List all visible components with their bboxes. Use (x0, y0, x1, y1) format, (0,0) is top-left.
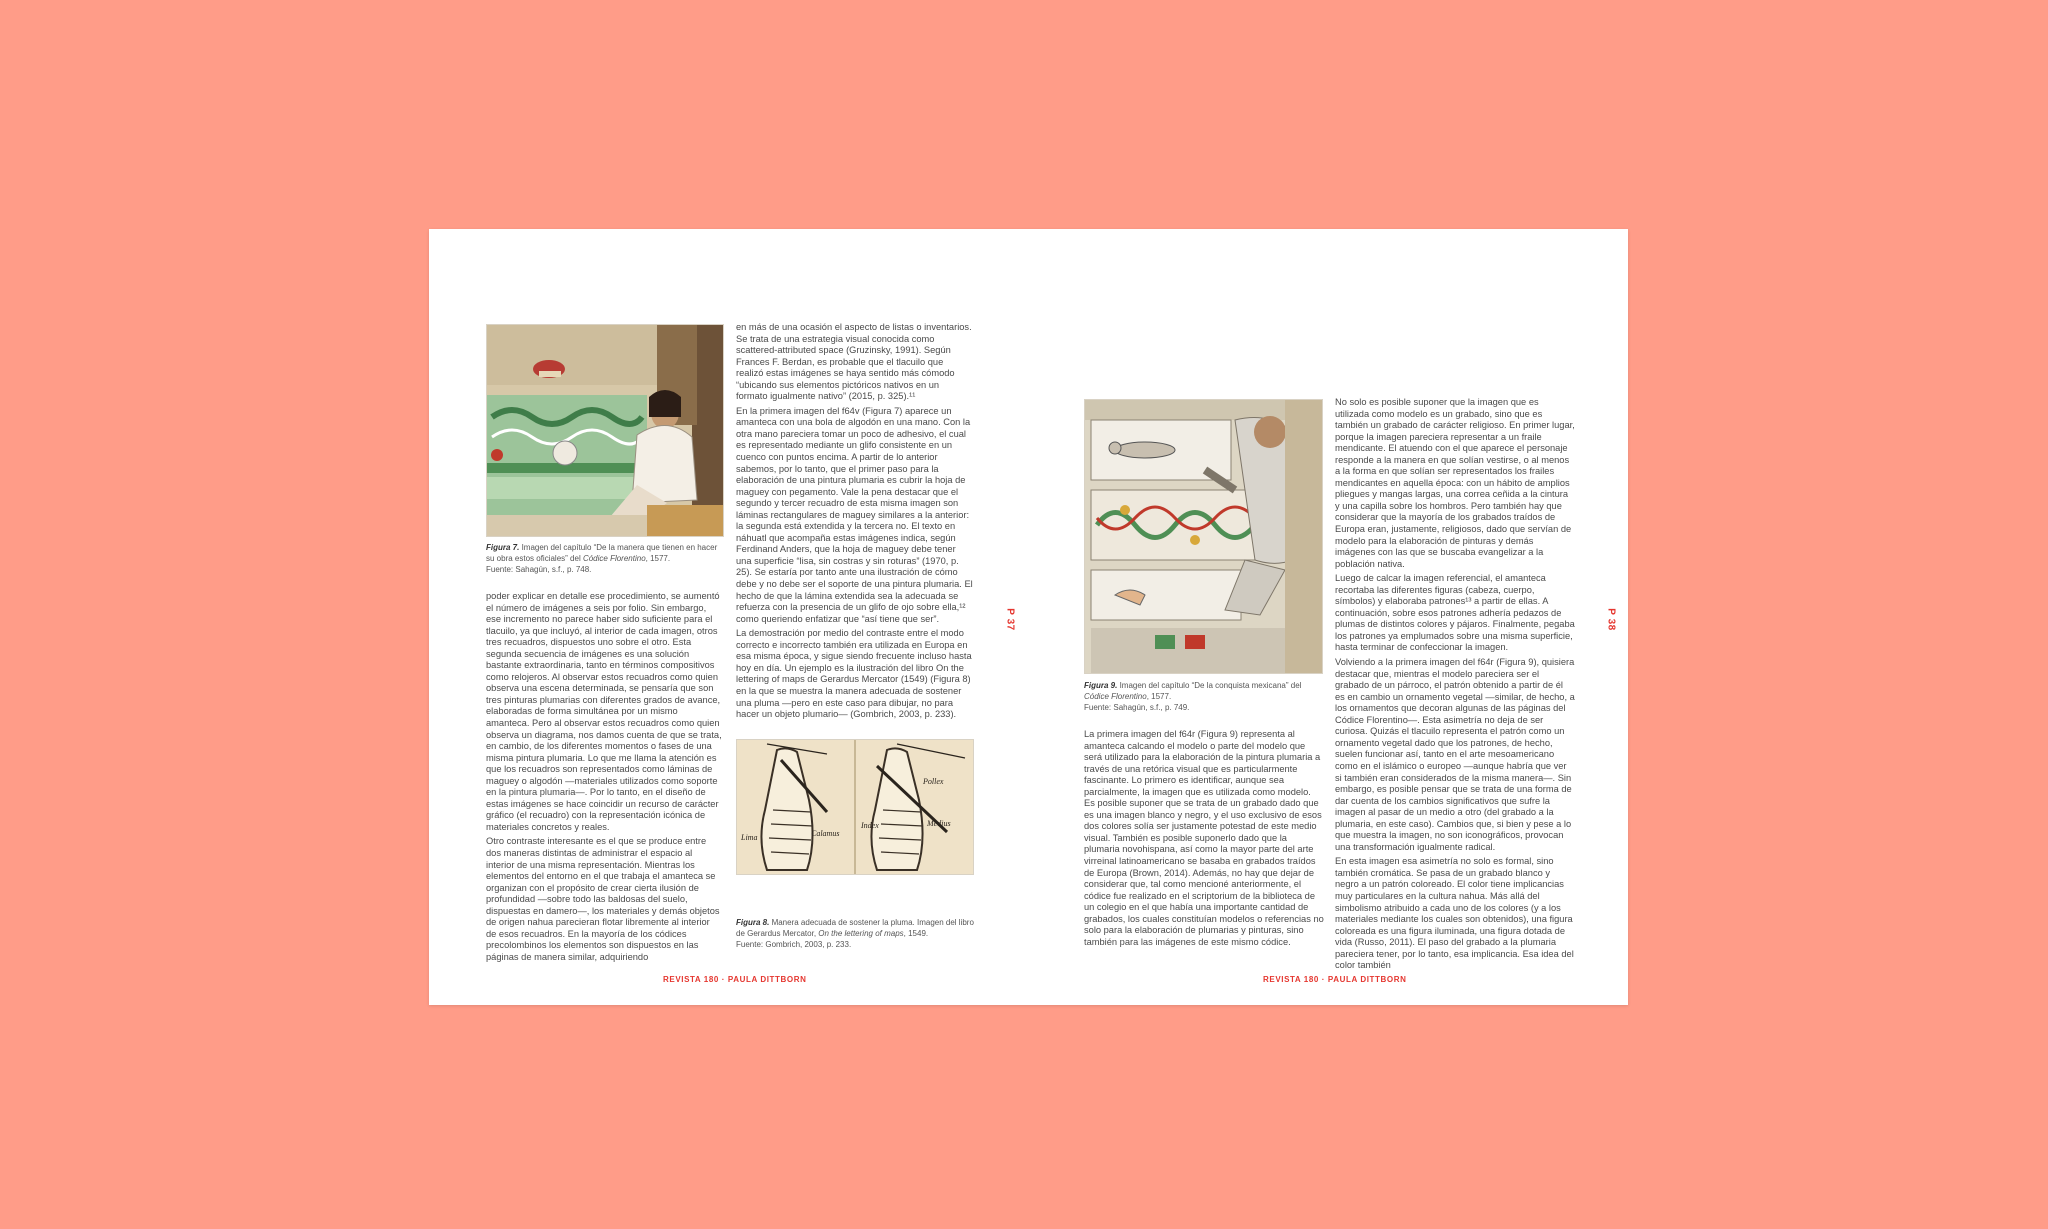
figure-7-caption-title: Códice Florentino (582, 553, 646, 563)
figure-8-word-calamus: Calamus (811, 829, 840, 838)
left-col2-paragraph-2: En la primera imagen del f64v (Figura 7) aparece un amanteca con una bola de algodón en una mano. Con la otra mano pareciera tomar un poco de adhesivo, el cual es representado mediante un glifo consistente en un cuenco con puntos encima. A partir de lo anterior sabemos, por lo tanto, que el primer paso para la elaboración de una pintura plumaria es cubrir la hoja de maguey con pegamento. Vale la pena destacar que el segundo y tercer recuadro de esta misma imagen son láminas rectangulares de maguey similares a la anterior: la segunda está extendida y la tercera no. El texto en náhuatl que acompaña estas imágenes indica, según Ferdinand Anders, que la hoja de maguey debe tener una superficie “lisa, sin costras y sin roturas” (1970, p. 25). Se estaría por tanto ante una ilustración de cómo debe y no debe ser el soporte de una pintura plumaria. El hecho de que la lámina extendida sea la adecuada se refuerza con la presencia de un glifo de ojo sobre ella,¹² como queriendo enfatizar que “así tiene que ser”. (736, 405, 973, 624)
figure-8-word-medius: Medius (927, 819, 951, 828)
magazine-spread (429, 229, 1628, 1005)
right-col2-paragraph-2: Luego de calcar la imagen referencial, el amanteca recortaba las diferentes figuras (cabeza, cuerpo, símbolos) y elaboraba patrones¹³ a partir de ellas. A continuación, sobre esos patrones adhería pedazos de plumas de distintos colores y pájaros. Finalmente, pegaba los patrones ya emplumados sobre una misma superficie, hasta terminar de confeccionar la imagen. (1335, 573, 1575, 653)
left-col2-paragraph-1: en más de una ocasión el aspecto de listas o inventarios. Se trata de una estrategia visual conocida como scattered-attributed space (Gruzinsky, 1991). Según Frances F. Berdan, es probable que el tlacuilo que realizó estas imágenes se haya sentido más cómodo “ubicando sus elementos pictóricos nativos en un formato igualmente nativo” (2015, p. 325).¹¹ (736, 322, 972, 402)
figure-8-word-pollex: Pollex (923, 777, 944, 786)
right-page-number: P 38 (1605, 608, 1617, 631)
figure-7-caption-text: Imagen del capítulo “De la manera que tienen en hacer su obra estos oficiales” del (486, 543, 718, 563)
right-col2-paragraph-4: En esta imagen esa asimetría no solo es formal, sino también cromática. Se pasa de un grabado blanco y negro a un patrón coloreado. El color tiene implicancias muy particulares en la cultura nahua. Más allá del simbolismo atribuido a cada uno de los colores (y a los materiales mediante los cuales son obtenidos), una figura coloreada es una figura iluminada, una figura dotada de vida (Russo, 2011). El paso del grabado a la plumaria pareciera tener, por lo tanto, esa implicancia. Esa idea del color también (1335, 856, 1574, 971)
right-column-1 (1084, 729, 1324, 963)
figure-8-caption-title: On the lettering of maps (818, 928, 904, 938)
figure-8-word-lima: Lima (741, 833, 758, 842)
figure-7-image (486, 324, 724, 537)
figure-8-caption-year: , 1549. (903, 928, 929, 938)
right-page-footer: REVISTA 180 · PAULA DITTBORN (1263, 975, 1407, 984)
left-col2-paragraph-3: La demostración por medio del contraste entre el modo correcto e incorrecto también era utilizada en Europa en esa misma época, y sigue siendo frecuente incluso hasta hoy en día. Un ejemplo es la ilustración del libro On the lettering of maps de Gerardus Mercator (1549) (Figura 8) en la que se muestra la manera adecuada de sostener una pluma —pero en este caso para dibujar, no para hacer un objeto plumario— (Gombrich, 2003, p. 233). (736, 628, 972, 720)
left-col1-paragraph-2: Otro contraste interesante es el que se produce entre dos maneras distintas de administrar el espacio al interior de una misma representación. Mientras los elementos del entorno en el que trabaja el amanteca se organizan con el propósito de crear cierta ilusión de profundidad —sobre todo las baldosas del suelo, dispuestas en damero—, los materiales y demás objetos de origen nahua parecieran flotar libremente al interior de esos recuadros. En la mayoría de los códices precolombinos los elementos son dispuestos en las páginas de manera similar, adquiriendo (486, 836, 720, 962)
figure-9-caption-title: Códice Florentino (1084, 691, 1147, 701)
left-page (429, 229, 1028, 1005)
figure-8-source: Fuente: Gombrich, 2003, p. 233. (736, 939, 852, 949)
figure-7-caption-year: , 1577. (645, 553, 671, 563)
figure-9-image (1084, 399, 1323, 674)
right-column-2 (1335, 397, 1575, 971)
figure-9-caption (1084, 681, 1324, 713)
figure-7-caption (486, 543, 724, 575)
right-col2-paragraph-3: Volviendo a la primera imagen del f64r (Figura 9), quisiera destacar que, mientras el modelo pareciera ser el grabado de un párroco, el patrón obtenido a partir de él es en cambio un ornamento vegetal —similar, de hecho, a los ornamentos que decoran algunas de las páginas del Códice Florentino—. Esta asimetría no deja de ser curiosa. Quizás el tlacuilo representa el patrón como un ornamento vegetal dado que los patrones, de hecho, suelen funcionar así, tanto en el arte mesoamericano como en el islámico o europeo —aunque habría que ver si también eran considerados de la misma manera—. Sin embargo, es posible pensar que se trata de una forma de dar cuenta de los cambios significativos que sufre la imagen al pasar de un medio a otro (del grabado a la plumaria, en este caso). Cambios que, si bien y pese a lo que muestra la imagen, no son iconográficos, provocan una transformación igualmente radical. (1335, 657, 1575, 852)
figure-8-caption (736, 918, 974, 950)
right-col1-paragraph-1: La primera imagen del f64r (Figura 9) representa al amanteca calcando el modelo o parte del modelo que será utilizado para la elaboración de la pintura plumaria a través de una retórica visual que es particularmente fascinante. Lo primero es identificar, aunque sea parcialmente, la imagen que es utilizada como modelo. Es posible suponer que se trata de un grabado dado que es una imagen blanco y negro, y el uso exclusivo de esos dos colores solía ser justamente potestad de este medio visual. También es posible suponerlo dado que la plumaria novohispana, así como la mayor parte del arte virreinal latinoamericano se basaba en grabados traídos de Europa (Brown, 2014). Además, no hay que dejar de considerar que, tal como mencioné anteriormente, el códice fue realizado en el scriptorium de la biblioteca de un colegio en el que había una importante cantidad de grabados, los cuales constituían modelos o referencias no solo para la elaboración de plumarias y pinturas, sino también para las imágenes de este mismo códice. (1084, 729, 1324, 947)
figure-8-word-index: Index (861, 821, 879, 830)
right-col2-paragraph-1: No solo es posible suponer que la imagen que es utilizada como modelo es un grabado, sino que es también un grabado de carácter religioso. En primer lugar, porque la imagen pareciera representar a un fraile mendicante. El atuendo con el que aparece el personaje responde a la manera en que solían vestirse, o al menos a la forma en que solían ser representados los frailes mendicantes en aquella época: con un hábito de amplios pliegues y mangas largas, una correa ceñida a la cintura y una capilla sobre los hombros. Pero también hay que considerar que la mayoría de los grabados traídos de Europa eran, justamente, religiosos, dado que servían de modelo para la elaboración de pinturas y demás imágenes con las que se buscaba evangelizar a la población nativa. (1335, 397, 1575, 569)
figure-9-label: Figura 9. (1084, 681, 1118, 690)
left-page-footer: REVISTA 180 · PAULA DITTBORN (663, 975, 807, 984)
figure-9-caption-year: , 1577. (1146, 691, 1172, 701)
left-column-1 (486, 591, 722, 961)
figure-8-label: Figura 8. (736, 918, 770, 927)
figure-7-source: Fuente: Sahagún, s.f., p. 748. (486, 564, 592, 574)
figure-8-image (736, 739, 974, 875)
figure-9-caption-text: Imagen del capítulo “De la conquista mexicana” del (1117, 681, 1302, 690)
right-page (1029, 229, 1628, 1005)
left-col1-paragraph-1: poder explicar en detalle ese procedimiento, se aumentó el número de imágenes a seis por folio. Sin embargo, ese incremento no parece haber sido suficiente para el tlacuilo, ya que incluyó, al interior de cada imagen, otros tres recuadros, dispuestos uno sobre el otro. Esta segunda secuencia de imágenes es una solución bastante extraordinaria, tanto en términos compositivos como relojeros. Al observar estos recuadros como quien observa una escena determinada, se pensaría que son tres pinturas plumarias con diferentes grados de avance, elaboradas de forma simultánea por un mismo amanteca. Pero al observar estos recuadros como quien observa un diagrama, nos damos cuenta de que se trata, en cambio, de los diferentes momentos o fases de una misma pintura plumaria. Lo que me llama la atención es que los recuadros son representados como láminas de maguey o algodón —materiales utilizados como soporte en la pintura plumaria—. Por lo tanto, en el diseño de estas imágenes se hace coincidir un recurso de carácter gráfico (el recuadro) con la representación icónica de materiales concretos y reales. (486, 591, 722, 832)
left-column-2 (736, 322, 973, 730)
figure-8-caption-text: Manera adecuada de sostener la pluma. Imagen del libro de Gerardus Mercator, (736, 918, 974, 938)
left-page-number: P 37 (1004, 608, 1016, 631)
figure-9-source: Fuente: Sahagún, s.f., p. 749. (1084, 702, 1190, 712)
figure-7-label: Figura 7. (486, 543, 520, 552)
